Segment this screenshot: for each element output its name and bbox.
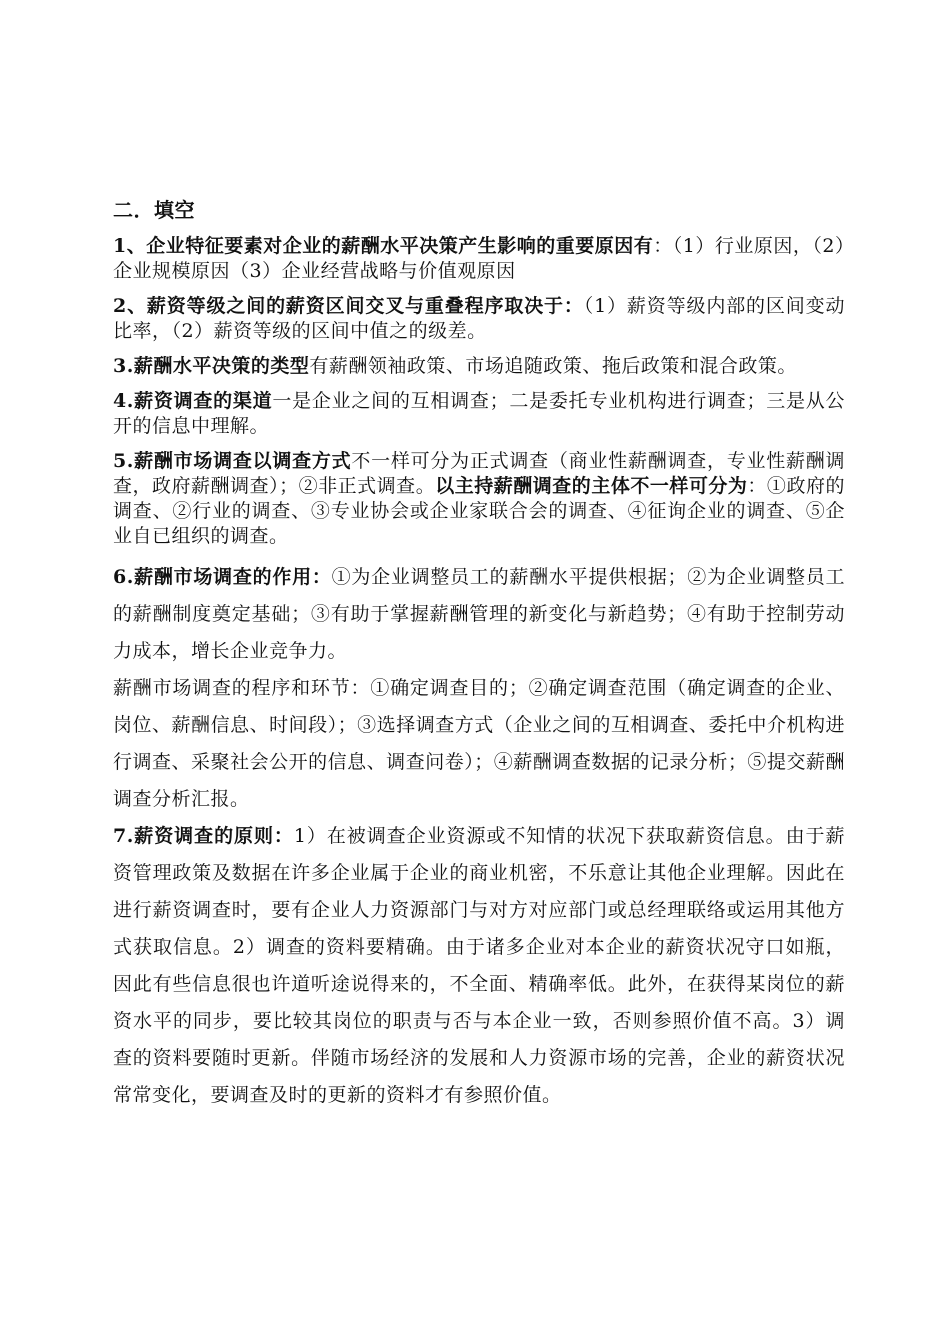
paragraph-procedure-text: 薪酬市场调查的程序和环节：①确定调查目的；②确定调查范围（确定调查的企业、岗位、薪酬信息、时间段）；③选择调查方式（企业之间的互相调查、委托中介机构进行调查、采聚社会公开的信息、调查问卷）；④薪酬调查数据的记录分析；⑤提交薪酬调查分析汇报。 [113, 677, 845, 810]
paragraph-4-lead: 4.薪资调查的渠道 [113, 390, 273, 412]
paragraph-procedure [113, 670, 845, 818]
document-body [113, 196, 845, 1114]
paragraph-5-lead-2: 以主持薪酬调查的主体不一样可分为 [435, 475, 748, 497]
paragraph-1-lead: 1、企业特征要素对企业的薪酬水平决策产生影响的重要原因有 [113, 235, 654, 257]
paragraph-1 [113, 234, 845, 284]
paragraph-5-text-2: ：①政府的调查、②行业的调查、③专业协会或企业家联合会的调查、④征询企业的调查、⑤企业自已组织的调查。 [113, 475, 845, 547]
paragraph-7-text: 1）在被调查企业资源或不知情的状况下获取薪资信息。由于薪资管理政策及数据在许多企业属于企业的商业机密，不乐意让其他企业理解。因此在进行薪资调查时，要有企业人力资源部门与对方对应部门或总经理联络或运用其他方式获取信息。2）调查的资料要精确。由于诸多企业对本企业的薪资状况守口如瓶，因此有些信息很也许道听途说得来的，不全面、精确率低。此外，在获得某岗位的薪资水平的同步，要比较其岗位的职责与否与本企业一致，否则参照价值不高。3）调查的资料要随时更新。伴随市场经济的发展和人力资源市场的完善，企业的薪资状况常常变化，要调查及时的更新的资料才有参照价值。 [113, 825, 845, 1106]
paragraph-6-text: ①为企业调整员工的薪酬水平提供根据；②为企业调整员工的薪酬制度奠定基础；③有助于掌握薪酬管理的新变化与新趋势；④有助于控制劳动力成本，增长企业竞争力。 [113, 566, 845, 662]
paragraph-4-text: 一是企业之间的互相调查；二是委托专业机构进行调查；三是从公开的信息中理解。 [113, 390, 845, 437]
paragraph-1-text: ：（1）行业原因，（2）企业规模原因（3）企业经营战略与价值观原因 [113, 235, 845, 282]
paragraph-7-lead: 7.薪资调查的原则： [113, 825, 294, 847]
paragraph-3-text: 有薪酬领袖政策、市场追随政策、拖后政策和混合政策。 [309, 355, 797, 377]
paragraph-3-lead: 3.薪酬水平决策的类型 [113, 355, 310, 377]
paragraph-6-lead: 6.薪酬市场调查的作用： [113, 566, 332, 588]
paragraph-2 [113, 294, 845, 344]
paragraph-2-text: （1）薪资等级内部的区间变动比率，（2）薪资等级的区间中值之的级差。 [113, 295, 845, 342]
paragraph-5 [113, 449, 845, 549]
paragraph-2-lead: 2、薪资等级之间的薪资区间交叉与重叠程序取决于： [113, 295, 584, 317]
paragraph-4 [113, 389, 845, 439]
paragraph-5-lead: 5.薪酬市场调查以调查方式 [113, 450, 352, 472]
paragraph-7 [113, 818, 845, 1114]
paragraph-6 [113, 559, 845, 670]
paragraph-5-text: 不一样可分为正式调查（商业性薪酬调查，专业性薪酬调查，政府薪酬调查）；②非正式调查。 [113, 450, 845, 497]
paragraph-3 [113, 354, 845, 379]
section-title: 二．填空 [113, 198, 195, 222]
